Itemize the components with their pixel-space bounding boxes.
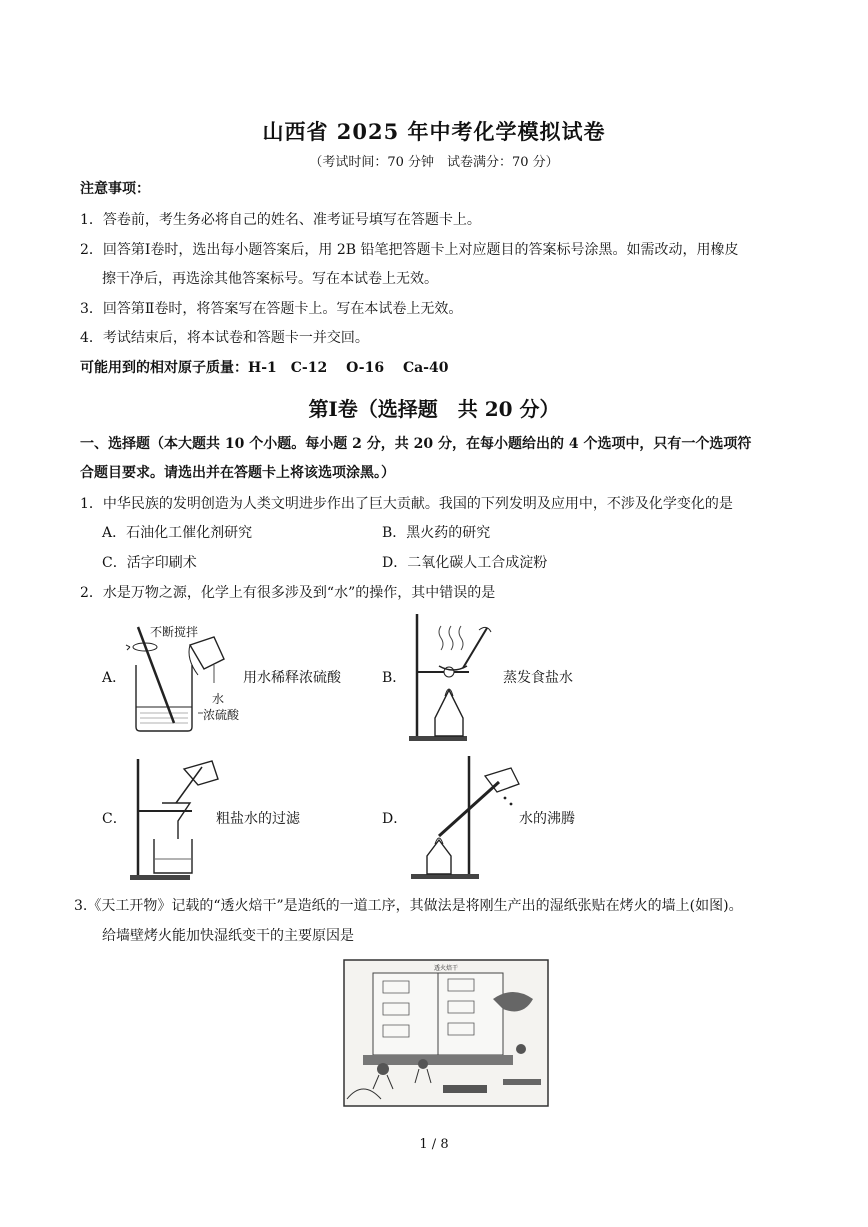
- q3-stem-2: 给墙壁烤火能加快湿纸变干的主要原因是: [102, 928, 354, 944]
- q3-stem-1: 3.《天工开物》记载的“透火焙干”是造纸的一道工序，其做法是将刚生产出的湿纸张贴在烤火的墙上(如图)。: [74, 898, 743, 914]
- q2-option-b-letter: B．: [382, 670, 407, 686]
- paper-drying-illustration: [343, 959, 549, 1107]
- notice-item-1: 1．答卷前，考生务必将自己的姓名、准考证号填写在答题卡上。: [80, 212, 481, 228]
- q1-option-b: B．黑火药的研究: [382, 525, 491, 541]
- q2-option-c-letter: C．: [102, 811, 127, 827]
- q2-option-c-text: 粗盐水的过滤: [216, 811, 300, 827]
- label-water: 水: [212, 692, 225, 706]
- exam-subtitle: （考试时间：70 分钟 试卷满分：70 分）: [309, 155, 559, 170]
- page-number: 1 / 8: [419, 1137, 449, 1152]
- q2-option-b-text: 蒸发食盐水: [503, 670, 573, 686]
- filtration-diagram: [126, 755, 221, 883]
- q1-option-c: C．活字印刷术: [102, 555, 197, 571]
- notice-item-3: 3．回答第Ⅱ卷时，将答案写在答题卡上。写在本试卷上无效。: [80, 301, 463, 317]
- q1-option-d: D．二氧化碳人工合成淀粉: [382, 555, 548, 571]
- section-title: 第Ⅰ卷（选择题 共 20 分）: [308, 397, 560, 421]
- q1-stem: 1．中华民族的发明创造为人类文明进步作出了巨大贡献。我国的下列发明及应用中，不涉及化学变化的是: [80, 496, 733, 512]
- illustration-caption: 透火焙干: [433, 965, 459, 972]
- q2-option-d-letter: D．: [382, 811, 408, 827]
- evaporation-diagram: [405, 610, 505, 742]
- q2-option-a-text: 用水稀释浓硫酸: [243, 670, 341, 686]
- part1-instructions-1: 一、选择题（本大题共 10 个小题。每小题 2 分，共 20 分，在每小题给出的 4 个选项中，只有一个选项符: [80, 436, 752, 452]
- q2-option-d-text: 水的沸腾: [519, 811, 575, 827]
- part1-instructions-2: 合题目要求。请选出并在答题卡上将该选项涂黑。）: [80, 465, 395, 481]
- boiling-water-diagram: [405, 752, 523, 880]
- label-conc-acid: 浓硫酸: [203, 708, 240, 722]
- label-stir: 不断搅拌: [150, 625, 199, 639]
- exam-title: 山西省 2025 年中考化学模拟试卷: [262, 119, 606, 144]
- q2-option-a-letter: A．: [102, 670, 127, 686]
- notice-heading: 注意事项：: [80, 181, 150, 197]
- notice-item-4: 4．考试结束后，将本试卷和答题卡一并交回。: [80, 330, 369, 346]
- notice-item-2-cont: 擦干净后，再选涂其他答案标号。写在本试卷上无效。: [102, 271, 438, 287]
- atomic-masses: 可能用到的相对原子质量：H-1 C-12 O-16 Ca-40: [80, 360, 449, 376]
- q2-stem: 2．水是万物之源，化学上有很多涉及到“水”的操作，其中错误的是: [80, 585, 496, 601]
- notice-item-2: 2．回答第Ⅰ卷时，选出每小题答案后，用 2B 铅笔把答题卡上对应题目的答案标号涂黑。如需改动，用橡皮: [80, 242, 739, 258]
- q1-option-a: A．石油化工催化剂研究: [102, 525, 253, 541]
